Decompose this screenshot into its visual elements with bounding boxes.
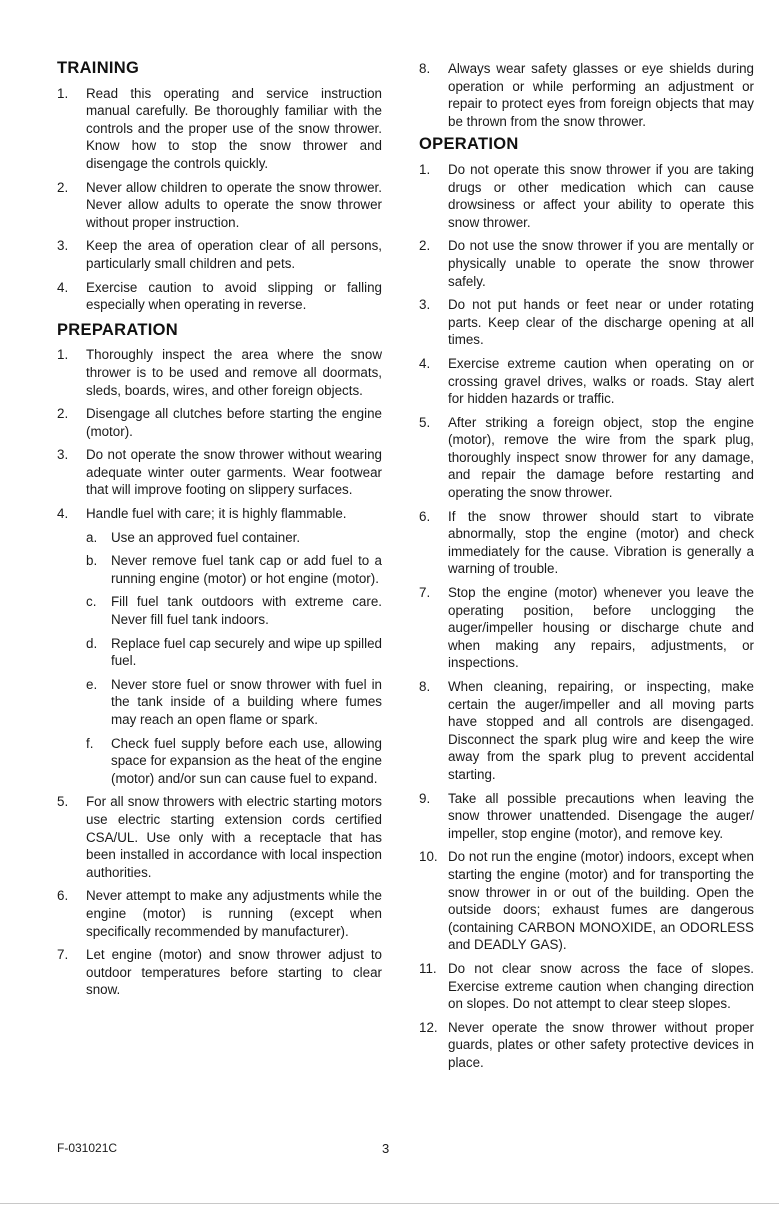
operation-item-2: 2. Do not use the snow thrower if you are mentally or physically unable to operate the snow thrower safely. (419, 238, 754, 289)
preparation-subitem-d: d. Replace fuel cap securely and wipe up spilled fuel. (86, 635, 382, 669)
preparation-item-7: 7. Let engine (motor) and snow thrower adjust to outdoor temperatures before starting to clear snow. (57, 947, 382, 998)
page-number: 3 (382, 1141, 390, 1156)
operation-item-7: 7. Stop the engine (motor) whenever you leave the operating position, before unclogging the auger/impeller housing or discharge chute and when making any repairs, adjustments, or inspections. (419, 585, 754, 671)
preparation-heading: PREPARATION (57, 320, 178, 339)
bottom-divider (0, 1203, 779, 1204)
operation-section (419, 136, 754, 1071)
operation-item-6: 6. If the snow thrower should start to vibrate abnormally, stop the engine (motor) and check immediately for the cause. Vibration is generally a warning of trouble. (419, 508, 754, 577)
operation-item-9: 9. Take all possible precautions when leaving the snow thrower unattended. Disengage the auger/ impeller, stop engine (motor), and remove key. (419, 790, 754, 841)
operation-item-4: 4. Exercise extreme caution when operating on or crossing gravel drives, walks or roads. Stay alert for hidden hazards or traffic. (419, 355, 754, 407)
operation-item-11: 11. Do not clear snow across the face of slopes. Exercise extreme caution when changing direction on slopes. Do not attempt to clear steep slopes. (419, 960, 754, 1012)
preparation-item-4: 4. Handle fuel with care; it is highly flammable. (57, 506, 347, 522)
operation-item-12: 12. Never operate the snow thrower without proper guards, plates or other safety protective devices in place. (419, 1019, 754, 1070)
training-item-1: 1. Read this operating and service instruction manual carefully. Be thoroughly familiar with the controls and the proper use of the snow thrower. Know how to stop the snow thrower and disengage the controls quickly. (57, 85, 382, 171)
left-column (57, 60, 382, 1007)
operation-item-3: 3. Do not put hands or feet near or under rotating parts. Keep clear of the discharge opening at all times. (419, 297, 754, 348)
document-code: F-031021C (57, 1141, 118, 1155)
preparation-subitem-f: f. Check fuel supply before each use, allowing space for expansion as the heat of the engine (motor) and/or sun can cause fuel to expand. (86, 735, 382, 786)
preparation-item-3: 3. Do not operate the snow thrower without wearing adequate winter outer garments. Wear footwear that will improve footing on slippery surfaces. (57, 447, 382, 498)
operation-item-8: 8. When cleaning, repairing, or inspecting, make certain the auger/impeller and all moving parts have stopped and all controls are disengaged. Disconnect the spark plug wire and keep the wire away from the spark plug to prevent accidental starting. (419, 679, 754, 782)
preparation-item-6: 6. Never attempt to make any adjustments while the engine (motor) is running (except when specifically recommended by manufacturer). (57, 888, 382, 939)
training-heading: TRAINING (57, 59, 140, 77)
preparation-item-2: 2. Disengage all clutches before starting the engine (motor). (57, 406, 382, 439)
preparation-subitem-b: b. Never remove fuel tank cap or add fuel to a running engine (motor) or hot engine (motor). (86, 553, 382, 586)
preparation-subitem-a: a. Use an approved fuel container. (86, 529, 301, 545)
training-item-3: 3. Keep the area of operation clear of all persons, particularly small children and pets. (57, 238, 382, 271)
preparation-subitem-c: c. Fill fuel tank outdoors with extreme care. Never fill fuel tank indoors. (86, 594, 382, 628)
preparation-subitem-e: e. Never store fuel or snow thrower with fuel in the tank inside of a building where fumes may reach an open flame or spark. (86, 676, 382, 727)
preparation-item-8: 8. Always wear safety glasses or eye shields during operation or while performing an adjustment or repair to protect eyes from foreign objects that may be thrown from the snow thrower. (419, 61, 754, 129)
training-item-2: 2. Never allow children to operate the snow thrower. Never allow adults to operate the snow thrower without proper instruction. (57, 179, 382, 230)
preparation-item-5: 5. For all snow throwers with electric starting motors use electric starting extension cords certified CSA/UL. Use only with a receptacle that has been installed in accordance with local inspection authorities. (57, 794, 382, 880)
preparation-item-1: 1. Thoroughly inspect the area where the snow thrower is to be used and remove all doormats, sleds, boards, wires, and other foreign objects. (57, 347, 382, 398)
operation-item-10: 10. Do not run the engine (motor) indoors, except when starting the engine (motor) and for transporting the snow thrower in or out of the building. Open the outside doors; exhaust fumes are dangerous (containing CARBON MONOXIDE, an ODORLESS and DEADLY GAS). (419, 849, 754, 953)
operation-heading: OPERATION (419, 135, 519, 154)
training-item-4: 4. Exercise caution to avoid slipping or falling especially when operating in reverse. (57, 279, 382, 313)
right-column (419, 60, 754, 1079)
preparation-section (57, 322, 382, 999)
operation-item-5: 5. After striking a foreign object, stop the engine (motor), remove the wire from the spark plug, thoroughly inspect snow thrower for any damage, and repair the damage before restarting and operating the snow thrower. (419, 414, 754, 501)
training-section (57, 60, 382, 314)
operation-item-1: 1. Do not operate this snow thrower if you are taking drugs or other medication which can cause drowsiness or affect your ability to operate this snow thrower. (419, 161, 754, 230)
